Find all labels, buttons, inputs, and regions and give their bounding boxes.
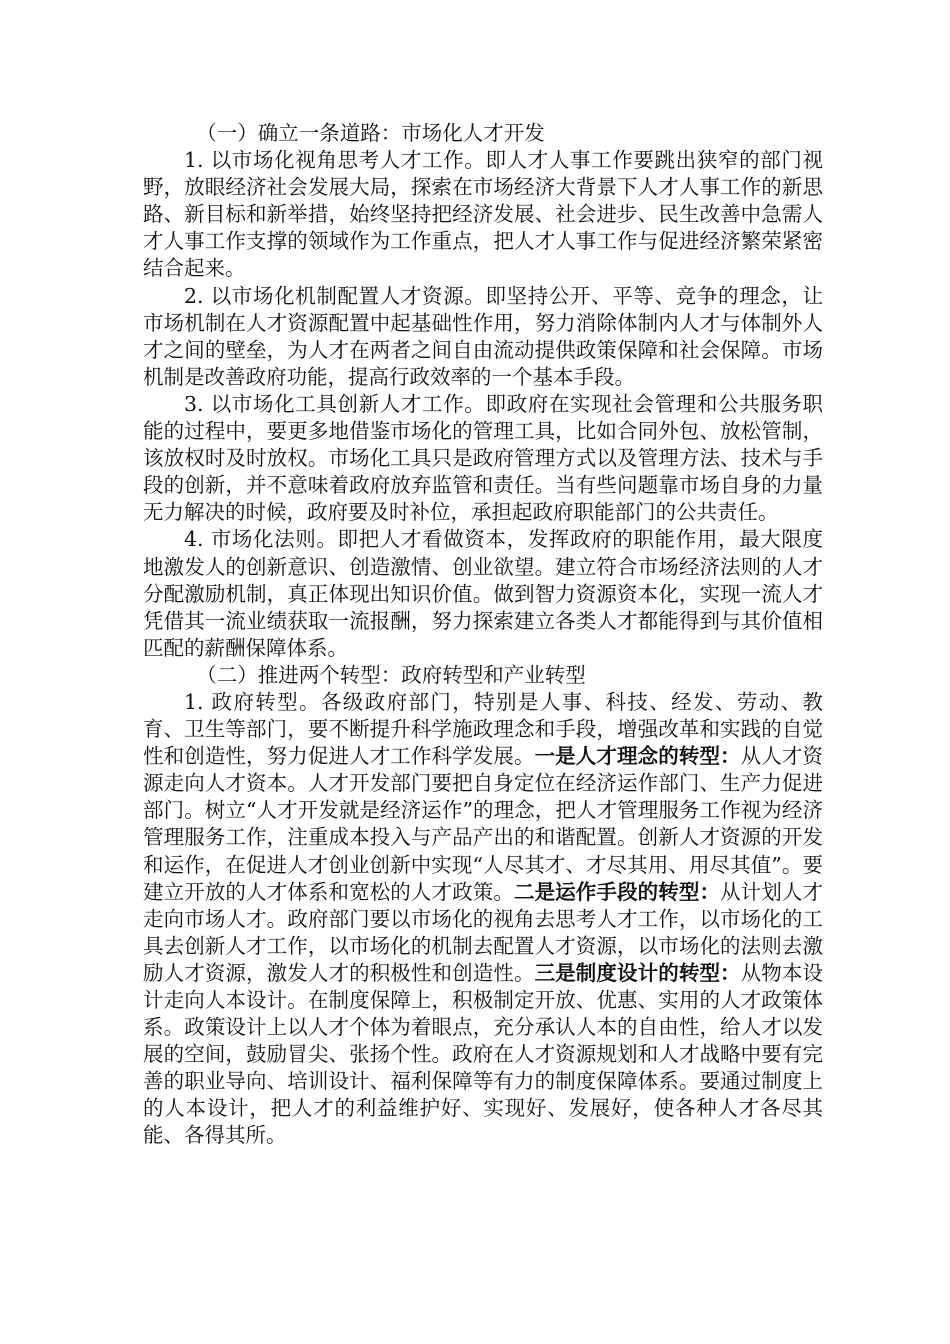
document-page [143,120,823,1150]
paragraph-text: 从计划人才走向市场人才。政府部门要以市场化的视角去思考人才工作，以市场化的工具去创新人才工作，以市场化的机制去配置人才资源，以市场化的法则去激励人才资源，激发人才的积极性和创造性。 [143,879,823,985]
paragraph [143,526,823,661]
paragraph [143,283,823,391]
paragraph-text: 1. 以市场化视角思考人才工作。即人才人事工作要跳出狭窄的部门视野，放眼经济社会发展大局，探索在市场经济大背景下人才人事工作的新思路、新目标和新举措，始终坚持把经济发展、社会进步、民生改善中急需人才人事工作支撑的领域作为工作重点，把人才人事工作与促进经济繁荣紧密结合起来。 [143,148,823,281]
paragraph [143,391,823,526]
paragraph-text: 1. 政府转型。各级政府部门，特别是人事、科技、经发、劳动、教育、卫生等部门，要不断提升科学施政理念和手段，增强改革和实践的自觉性和创造性，努力促进人才工作科学发展。 [143,689,823,769]
paragraph-text: 从物本设计走向人本设计。在制度保障上，积极制定开放、优惠、实用的人才政策体系。政策设计上以人才个体为着眼点，充分承认人本的自由性，给人才以发展的空间，鼓励冒尖、张扬个性。政府在人才资源规划和人才战略中要有完善的职业导向、培训设计、福利保障等有力的制度保障体系。要通过制度上的人本设计，把人才的利益维护好、实现好、发展好，使各种人才各尽其能、各得其所。 [143,960,823,1148]
bold-phrase: 一是人才理念的转型： [534,744,741,769]
paragraph-text: 4. 市场化法则。即把人才看做资本，发挥政府的职能作用，最大限度地激发人的创新意识、创造激情、创业欲望。建立符合市场经济法则的人才分配激励机制，真正体现出知识价值。做到智力资源资本化，实现一流人才凭借其一流业绩获取一流报酬，努力探索建立各类人才都能得到与其价值相匹配的薪酬保障体系。 [143,527,823,660]
bold-phrase: 二是运作手段的转型： [513,879,721,904]
paragraph-text: 3. 以市场化工具创新人才工作。即政府在实现社会管理和公共服务职能的过程中，要更多地借鉴市场化的管理工具，比如合同外包、放松管制，该放权时及时放权。市场化工具只是政府管理方式以及管理方法、技术与手段的创新，并不意味着政府放弃监管和责任。当有些问题靠市场自身的力量无力解决的时候，政府要及时补位，承担起政府职能部门的公共责任。 [143,391,823,525]
section-heading: （一）确立一条道路：市场化人才开发 [196,121,545,145]
paragraph-text: 2. 以市场化机制配置人才资源。即坚持公开、平等、竞争的理念，让市场机制在人才资源配置中起基础性作用，努力消除体制内人才与体制外人才之间的壁垒，为人才在两者之间自由流动提供政策保障和社会保障。市场机制是改善政府功能，提高行政效率的一个基本手段。 [143,283,823,389]
paragraph [143,147,823,282]
paragraph-text: 从人才资源走向人才资本。人才开发部门要把自身定位在经济运作部门、生产力促进部门。树立“人才开发就是经济运作”的理念，把人才管理服务工作视为经济管理服务工作，注重成本投入与产品产出的和谐配置。创新人才资源的开发和运作，在促进人才创业创新中实现“人尽其才、才尽其用、用尽其值”。要建立开放的人才体系和宽松的人才政策。 [143,744,823,904]
paragraph [143,689,823,1150]
bold-phrase: 三是制度设计的转型： [534,960,741,985]
section-heading: （二）推进两个转型：政府转型和产业转型 [196,662,586,687]
